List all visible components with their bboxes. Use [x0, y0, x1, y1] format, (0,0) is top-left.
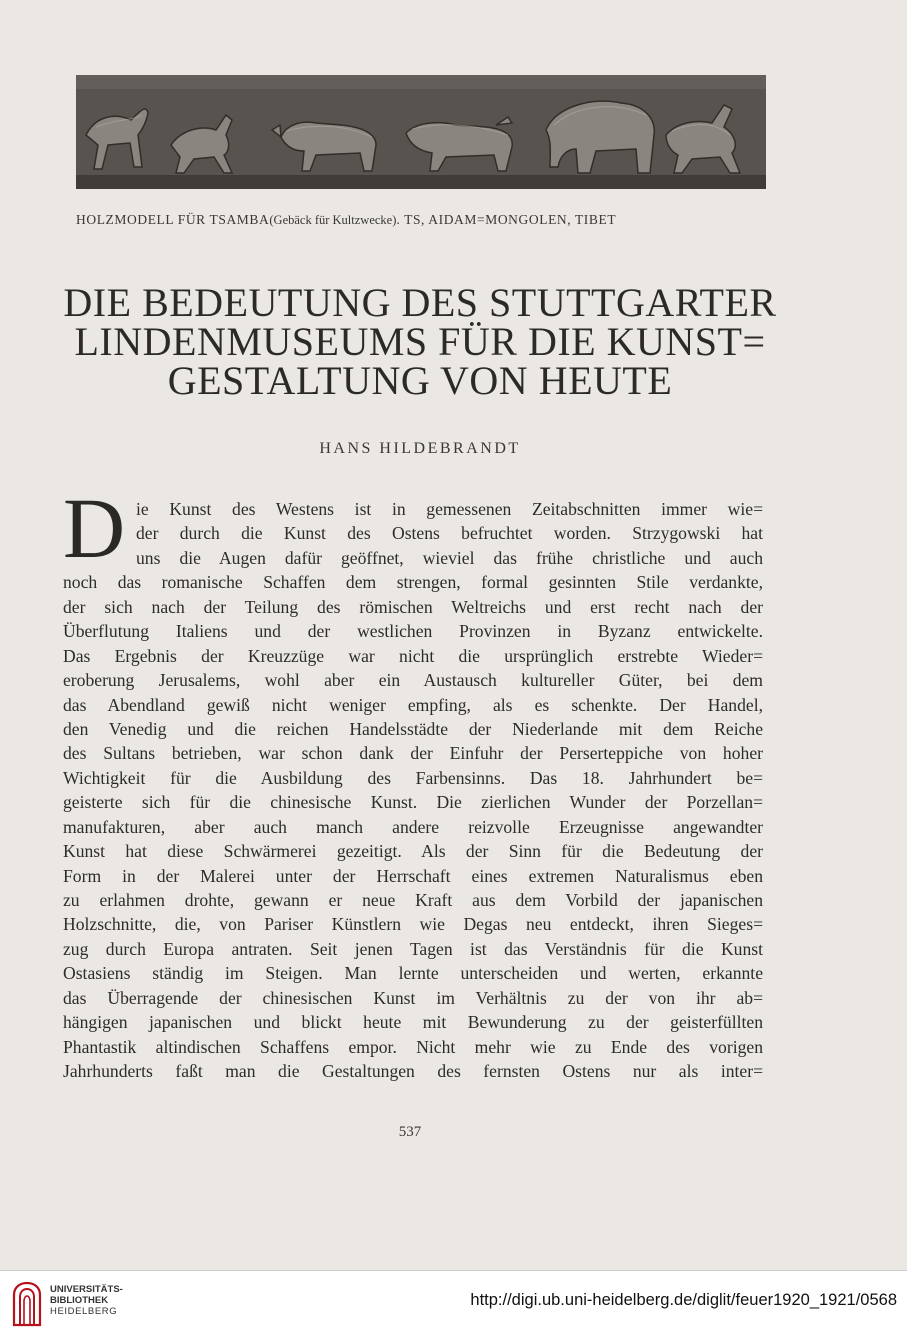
- text-line: hängigen japanischen und blickt heute mit Bewunderung zu der geisterfüllten: [63, 1012, 763, 1033]
- image-caption: [76, 212, 776, 228]
- title-line: LINDENMUSEUMS FÜR DIE KUNST=: [74, 319, 766, 364]
- caption-parenthetical: (Gebäck für Kultzwecke): [269, 213, 397, 227]
- text-line: manufakturen, aber auch manch andere reizvolle Erzeugnisse angewandter: [63, 816, 763, 837]
- text-line: Form in der Malerei unter der Herrschaft eines extremen Naturalismus eben: [63, 865, 763, 886]
- permalink-url[interactable]: http://digi.ub.uni-heidelberg.de/diglit/feuer1920_1921/0568: [470, 1291, 897, 1309]
- text-line: Kunst hat diese Schwärmerei gezeitigt. Als der Sinn für die Bedeutung der: [63, 841, 763, 862]
- text-line: ie Kunst des Westens ist in gemessenen Zeitabschnitten immer wie=: [136, 499, 763, 519]
- text-line: den Venedig und die reichen Handelsstädte der Niederlande mit dem Reiche: [63, 718, 763, 739]
- library-name-line: UNIVERSITÄTS-: [50, 1284, 123, 1295]
- text-line: Das Ergebnis der Kreuzzüge war nicht die ursprünglich erstrebte Wieder=: [63, 645, 763, 666]
- text-line: zug durch Europa antraten. Seit jenen Tagen ist das Verständnis für die Kunst: [63, 938, 763, 959]
- text-line: Ostasiens ständig im Steigen. Man lernte unterscheiden und werten, erkannte: [63, 963, 763, 984]
- article-body: [63, 497, 763, 1084]
- text-line: der sich nach der Teilung des römischen Weltreichs und erst recht nach der: [63, 596, 763, 617]
- text-line: des Sultans betrieben, war schon dank der Einfuhr der Perserteppiche von hoher: [63, 743, 763, 764]
- text-line: geisterte sich für die chinesische Kunst. Die zierlichen Wunder der Porzellan=: [63, 792, 763, 813]
- caption-main: HOLZMODELL FÜR TSAMBA: [76, 212, 270, 227]
- text-line: Überflutung Italiens und der westlichen Provinzen in Byzanz entwickelte.: [63, 621, 763, 642]
- title-line: GESTALTUNG VON HEUTE: [167, 358, 673, 403]
- text-line: noch das romanische Schaffen dem strengen, formal gesinnten Stile verdankte,: [63, 572, 763, 593]
- caption-tail: . TS, AIDAM=MONGOLEN, TIBET: [396, 212, 617, 227]
- title-line: DIE BEDEUTUNG DES STUTTGARTER: [63, 280, 777, 325]
- library-name: [50, 1284, 123, 1317]
- text-line: das Abendland gewiß nicht weniger empfing, als es schenkte. Der Handel,: [63, 694, 763, 715]
- library-name-line: HEIDELBERG: [50, 1306, 118, 1317]
- library-footer: [0, 1270, 907, 1338]
- article-title: [60, 280, 780, 403]
- woodblock-relief-image: [76, 75, 766, 189]
- text-line: uns die Augen dafür geöffnet, wieviel das frühe christliche und auch: [136, 547, 763, 568]
- text-line: Holzschnitte, die, von Pariser Künstlern wie Degas neu entdeckt, ihren Sieges=: [63, 914, 763, 935]
- text-line: Wichtigkeit für die Ausbildung des Farbensinns. Das 18. Jahrhundert be=: [63, 767, 763, 788]
- text-line: das Überragende der chinesischen Kunst im Verhältnis zu der von ihr ab=: [63, 987, 763, 1008]
- text-line: Jahrhunderts faßt man die Gestaltungen des fernsten Ostens nur als inter=: [63, 1061, 763, 1082]
- drop-cap: D: [63, 480, 126, 576]
- relief-animals-graphic: [76, 75, 766, 189]
- text-line: Phantastik altindischen Schaffens empor. Nicht mehr wie zu Ende des vorigen: [63, 1036, 763, 1057]
- library-name-line: BIBLIOTHEK: [50, 1295, 109, 1306]
- text-line: der durch die Kunst des Ostens befruchtet worden. Strzygowski hat: [136, 523, 763, 544]
- article-author: HANS HILDEBRANDT: [319, 440, 521, 457]
- text-line: eroberung Jerusalems, wohl aber ein Austausch kultureller Güter, bei dem: [63, 670, 763, 691]
- library-logo-icon: [10, 1281, 44, 1327]
- text-line: zu erlahmen drohte, gewann er neue Kraft aus dem Vorbild der japanischen: [63, 890, 763, 910]
- page-number: 537: [398, 1124, 422, 1140]
